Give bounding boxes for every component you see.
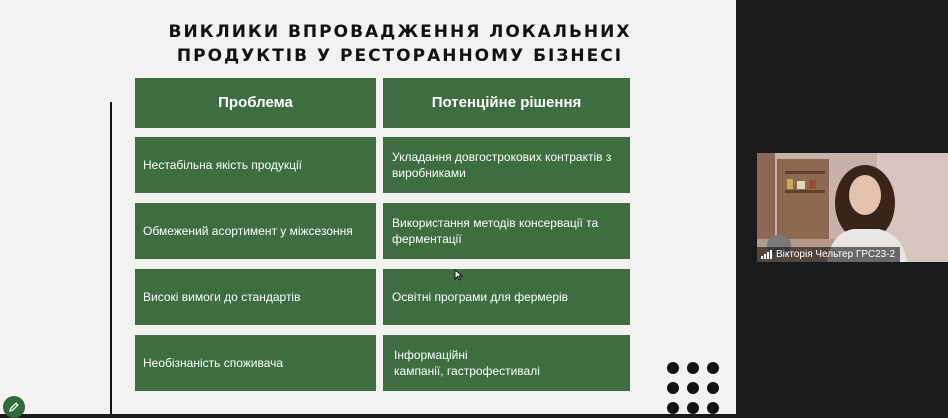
signal-bars-icon	[761, 250, 772, 259]
dot	[667, 382, 679, 394]
participant-name-bar	[757, 247, 900, 262]
dot	[707, 382, 719, 394]
solution-cell-4: Інформаційні кампанії, гастрофестивалі	[383, 335, 630, 391]
vertical-divider	[110, 102, 112, 414]
dot	[687, 362, 699, 374]
dot	[707, 362, 719, 374]
slide-title-line-1: ВИКЛИКИ ВПРОВАДЖЕННЯ ЛОКАЛЬНИХ	[168, 22, 632, 42]
problem-cell-3: Високі вимоги до стандартів	[135, 269, 376, 325]
problem-cell-4: Необізнаність споживача	[135, 335, 376, 391]
solution-cell-3: Освітні програми для фермерів	[383, 269, 630, 325]
mouse-cursor-icon	[454, 268, 463, 286]
slide-title-line-2: ПРОДУКТІВ У РЕСТОРАННОМУ БІЗНЕСІ	[176, 46, 624, 66]
dot	[707, 402, 719, 414]
dot	[687, 382, 699, 394]
header-problem: Проблема	[135, 78, 376, 128]
dot	[667, 402, 679, 414]
dot	[667, 362, 679, 374]
pen-icon[interactable]	[3, 396, 25, 418]
problem-cell-1: Нестабільна якість продукції	[135, 137, 376, 193]
problem-cell-2: Обмежений асортимент у міжсезоння	[135, 203, 376, 259]
participant-video-tile[interactable]	[757, 153, 948, 262]
solution-cell-2: Використання методів консервації та ферментації	[383, 203, 630, 259]
participant-name: Вікторія Чельтер ГРС23-2	[776, 249, 896, 260]
solution-cell-1: Укладання довгострокових контрактів з виробниками	[383, 137, 630, 193]
dot	[687, 402, 699, 414]
header-solution: Потенційне рішення	[383, 78, 630, 128]
slide-title	[120, 20, 680, 68]
decorative-dot-grid	[667, 362, 719, 414]
participant-video-image	[757, 153, 948, 262]
